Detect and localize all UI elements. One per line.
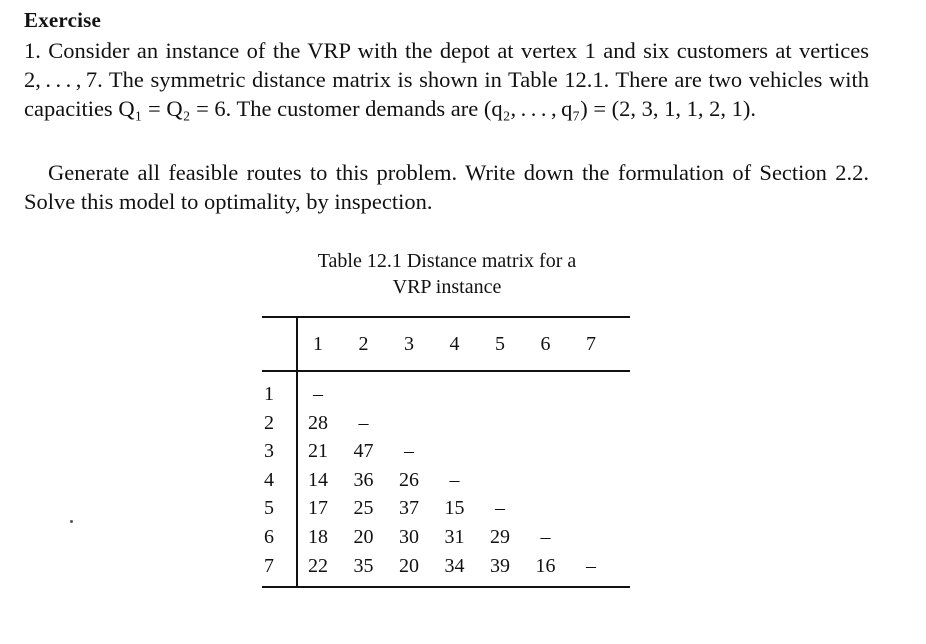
column-header-3: 3: [404, 333, 414, 355]
column-header-1: 1: [313, 333, 323, 355]
column-header-7: 7: [586, 333, 596, 355]
table-top-rule: [262, 316, 630, 318]
exercise-paragraph-1: 1. Consider an instance of the VRP with the depot at vertex 1 and six customers at vertices 2, . . . , 7. The symmetric distance matrix is shown in Table 12.1. There are two vehicles with capacities Q₁ = Q₂ = 6. The customer demands are (q₂, . . . , q₇) = (2, 3, 1, 1, 2, 1).: [24, 38, 869, 121]
row-header-4: 4: [264, 468, 274, 491]
column-header-4: 4: [449, 333, 460, 355]
stray-mark: [70, 520, 73, 523]
matrix-cell: 39: [490, 554, 510, 577]
row-header-2: 2: [264, 411, 274, 434]
matrix-cell: –: [313, 383, 323, 405]
table-header-rule: [262, 370, 630, 372]
row-header-1: 1: [264, 383, 274, 405]
column-header-6: 6: [540, 333, 551, 355]
matrix-cell: –: [540, 526, 551, 548]
column-header-5: 5: [495, 333, 505, 355]
matrix-cell: 20: [353, 526, 374, 548]
matrix-cell: 14: [308, 468, 328, 491]
matrix-cell: 17: [308, 497, 328, 520]
matrix-cell: 35: [353, 554, 374, 577]
table-caption-line-1: Table 12.1 Distance matrix for a: [317, 250, 577, 272]
distance-matrix-table: [262, 316, 630, 588]
row-header-3: 3: [264, 440, 274, 463]
matrix-cell: 47: [353, 440, 374, 463]
matrix-cell: 15: [444, 497, 465, 520]
table-caption-line-2: VRP instance: [392, 276, 502, 298]
matrix-cell: 21: [308, 440, 328, 463]
matrix-cell: 25: [353, 497, 374, 520]
exercise-heading: Exercise: [24, 8, 102, 32]
matrix-cell: 30: [399, 526, 419, 548]
matrix-cell: 28: [308, 411, 328, 434]
matrix-cell: –: [404, 440, 414, 463]
matrix-cell: 16: [535, 554, 556, 577]
table-vertical-rule: [296, 316, 298, 588]
matrix-cell: 34: [444, 554, 465, 577]
matrix-cell: 20: [399, 554, 419, 577]
matrix-cell: 18: [308, 526, 328, 548]
column-header-2: 2: [358, 333, 369, 355]
matrix-cell: –: [495, 497, 505, 520]
matrix-cell: 37: [399, 497, 419, 520]
matrix-cell: –: [586, 554, 596, 577]
matrix-cell: 26: [399, 468, 419, 491]
row-header-7: 7: [264, 554, 274, 577]
exercise-paragraph-2: Generate all feasible routes to this problem. Write down the formulation of Section 2.2. Solve this model to optimality, by inspection.: [24, 160, 869, 214]
matrix-cell: 31: [444, 526, 465, 548]
matrix-cell: 22: [308, 554, 328, 577]
table-caption: [254, 248, 640, 300]
matrix-cell: –: [449, 468, 460, 491]
matrix-cell: 36: [353, 468, 374, 491]
row-header-5: 5: [264, 497, 274, 520]
table-bottom-rule: [262, 586, 630, 588]
matrix-cell: –: [358, 411, 369, 434]
row-header-6: 6: [264, 526, 274, 548]
matrix-cell: 29: [490, 526, 510, 548]
